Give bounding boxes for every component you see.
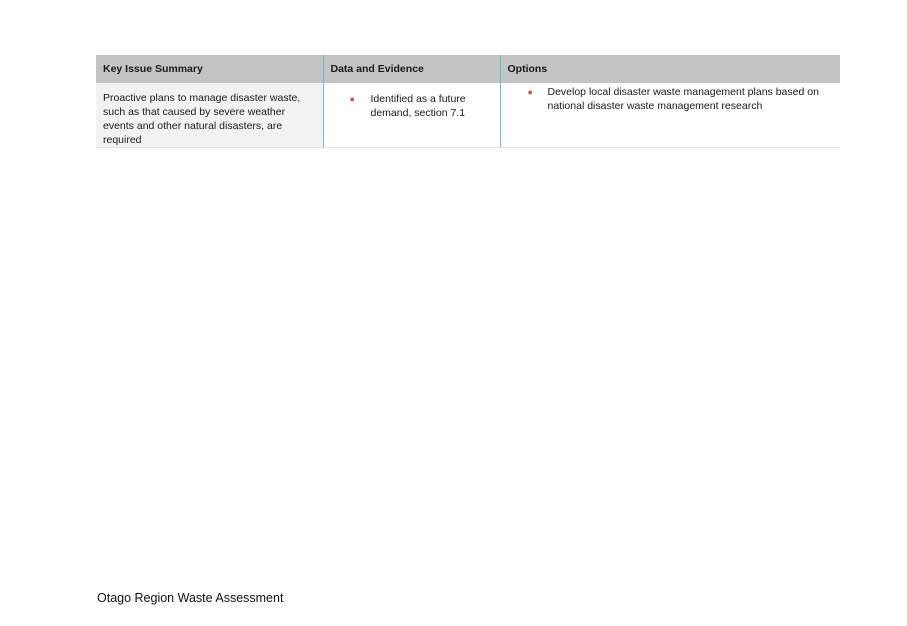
- options-cell: [500, 83, 840, 148]
- header-key-issue-summary: Key Issue Summary: [96, 55, 323, 83]
- key-issues-table: [96, 55, 840, 148]
- header-data-and-evidence: Data and Evidence: [323, 55, 500, 83]
- option-text: Develop local disaster waste management plans based on national disaster waste management research: [547, 86, 819, 112]
- evidence-cell: [323, 83, 500, 148]
- options-list-item: [501, 85, 841, 113]
- table-header-row: [96, 55, 840, 83]
- evidence-list: [324, 92, 500, 120]
- page-footer: Otago Region Waste Assessment: [97, 591, 284, 605]
- table-row: [96, 83, 840, 148]
- bullet-icon: ●: [349, 94, 355, 104]
- evidence-list-item: [324, 92, 500, 120]
- header-options: Options: [500, 55, 840, 83]
- options-list: [501, 85, 841, 113]
- summary-cell: Proactive plans to manage disaster waste, such as that caused by severe weather events and other natural disasters, are required: [96, 83, 323, 148]
- bullet-icon: ●: [527, 87, 533, 97]
- evidence-text: Identified as a future demand, section 7.1: [370, 93, 466, 119]
